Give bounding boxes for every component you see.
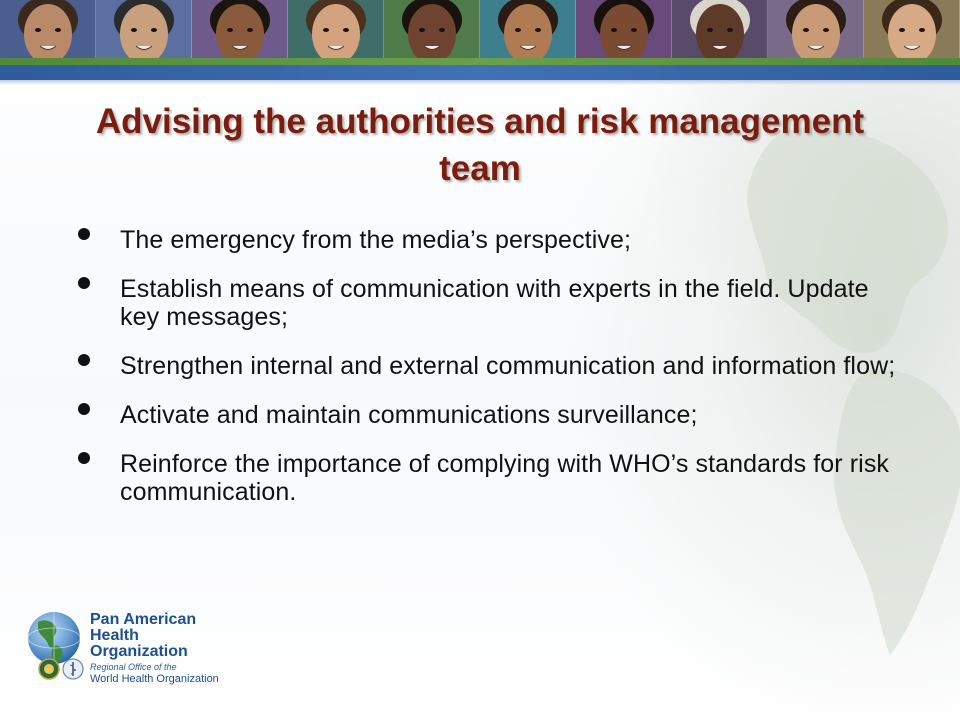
portrait-photo (576, 0, 672, 58)
banner-green-band (0, 58, 960, 65)
bullet-dot-icon (78, 403, 90, 415)
bullet-text: Establish means of communication with experts in the field. Update key messages; (120, 275, 869, 331)
logo-subtitle: Regional Office of the (90, 662, 177, 672)
portrait-photo (384, 0, 480, 58)
bullet-item (74, 352, 904, 380)
bullet-list (74, 226, 904, 527)
bullet-text: Reinforce the importance of complying with WHO’s standards for risk communication. (120, 450, 890, 506)
bullet-item (74, 275, 904, 331)
banner-shadow (0, 80, 960, 85)
portrait-photo (768, 0, 864, 58)
bullet-dot-icon (78, 228, 90, 240)
bullet-text: Strengthen internal and external communication and information flow; (120, 352, 896, 380)
portrait-photo (864, 0, 960, 58)
bullet-dot-icon (78, 354, 90, 366)
bullet-item (74, 450, 904, 506)
bullet-text: Activate and maintain communications surveillance; (120, 401, 698, 429)
banner-blue-band (0, 65, 960, 80)
logo-text (90, 612, 290, 685)
logo-who-line: World Health Organization (90, 673, 219, 685)
paho-emblem-icon (38, 658, 60, 680)
logo-name-line-1: Pan American (90, 611, 197, 628)
logo-name-line-3: Organization (90, 643, 188, 660)
bullet-item (74, 401, 904, 429)
slide-title: Advising the authorities and risk management team (95, 102, 865, 188)
bullet-item (74, 226, 904, 254)
who-emblem-icon (62, 658, 84, 680)
portrait-photo (672, 0, 768, 58)
portrait-photo (288, 0, 384, 58)
portrait-photo (96, 0, 192, 58)
bullet-dot-icon (78, 452, 90, 464)
portrait-photo (192, 0, 288, 58)
photo-banner (0, 0, 960, 58)
bullet-text: The emergency from the media’s perspective; (120, 226, 632, 254)
portrait-photo (0, 0, 96, 58)
portrait-photo (480, 0, 576, 58)
paho-logo (24, 608, 284, 688)
logo-name-line-2: Health (90, 627, 139, 644)
bullet-dot-icon (78, 277, 90, 289)
